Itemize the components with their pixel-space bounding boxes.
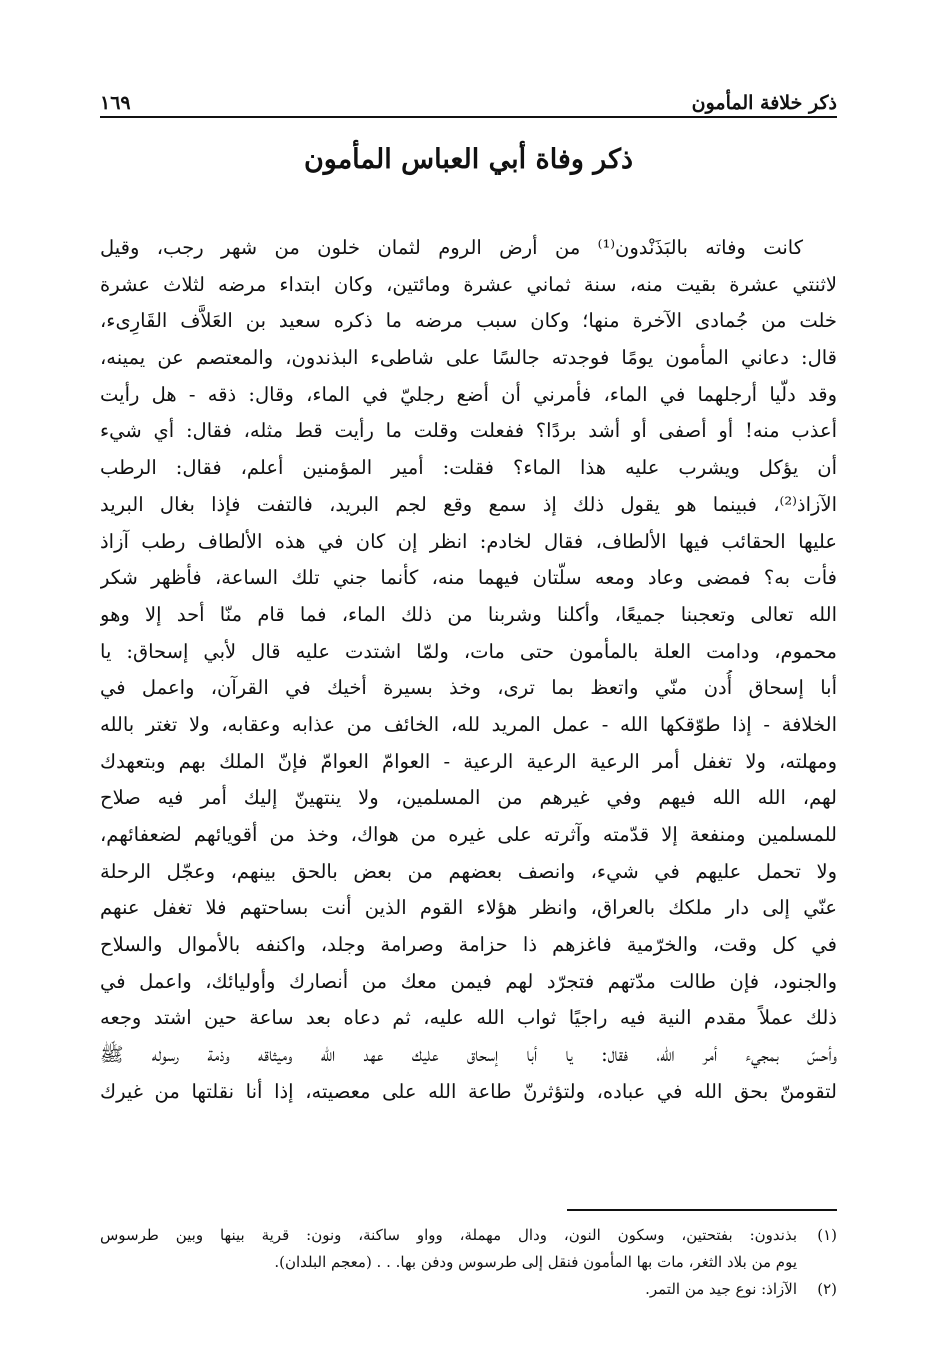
body-line: والجنود، فإن طالت مدّتهم فتجرّد لهم فيمن معك من أنصارك وأوليائك، واعمل في xyxy=(100,969,837,993)
body-line: أن يؤكل ويشرب عليه هذا الماء؟ فقلت: أمير المؤمنين أعلم، فقال: الرطب xyxy=(100,456,837,480)
body-line: الآزاذ⁽²⁾، فبينما هو يقول ذلك إذ سمع وقع لجم البريد، فالتفت فإذا بغال البريد xyxy=(100,492,837,516)
running-title: ذكر خلافة المأمون xyxy=(691,92,837,114)
body-line: أعذب منه! أو أصفى أو أشد بردًا؟ ففعلت وقلت ما رأيت قط مثله، فقال: أي شيء xyxy=(100,419,837,443)
footnote-rule xyxy=(567,1209,837,1211)
body-line: لاثنتي عشرة بقيت منه، سنة ثماني عشرة ومائتين، وكان ابتداء مرضه لثلاث عشرة xyxy=(100,272,837,296)
body-line: فأت به؟ فمضى وعاد ومعه سلّتان فيهما منه، كأنما جني تلك الساعة، فأظهر شكر xyxy=(100,566,837,590)
footnote-2 xyxy=(100,1276,837,1303)
body-line: ومهلته، ولا تغفل أمر الرعية الرعية الرعية - العوامّ العوامّ فإنّ الملك بهم وبتعهدك xyxy=(100,749,837,773)
body-line: خلت من جُمادى الآخرة منها؛ وكان سبب مرضه ما ذكره سعيد بن العَلاَّف القَارِىء، xyxy=(100,309,837,333)
body-line: ولا تحمل عليهم في شيء، وانصف بعضهم من بعض بالحق بينهم، وعجّل الرحلة xyxy=(100,859,837,883)
body-line: في كل وقت، والخرّمية فاغزهم ذا حزامة وصرامة وجلد، واكنفه بالأموال والسلاح xyxy=(100,933,837,957)
header-rule xyxy=(100,116,837,118)
body-line: عنّي إلى دار ملكك بالعراق، وانظر هؤلاء القوم الذين أنت بساحتهم فلا تغفل عنهم xyxy=(100,896,837,920)
body-line: قال: دعاني المأمون يومًا فوجدته جالسًا على شاطىء البذندون، والمعتصم عن يمينه، xyxy=(100,346,837,370)
chapter-title: ذكر وفاة أبي العباس المأمون xyxy=(303,144,634,175)
footnote-1-continuation: يوم من بلاد الثغر، مات بها المأمون فنقل إلى طرسوس ودفن بها. . . (معجم البلدان). xyxy=(274,1253,797,1271)
body-text xyxy=(100,230,837,1111)
running-header xyxy=(100,78,837,114)
body-line: كانت وفاته بالبَذَنْدون⁽¹⁾ من أرض الروم لثمان خلون من شهر رجب، وقيل xyxy=(100,236,803,259)
body-line: عليها الحقائب فيها الألطاف، فقال لخادم: انظر إن كان في هذه الألطاف رطب آزاذ xyxy=(100,529,837,553)
body-line: الله تعالى وتعجبنا جميعًا، وأكلنا وشربنا من ذلك الماء، فما قام منّا أحد إلا وهو xyxy=(100,602,837,626)
body-line: لهم، الله الله فيهم وفي غيرهم من المسلمين، ولا ينتهينّ إليك أمر فيه صلاح xyxy=(100,786,837,810)
footnote-1 xyxy=(100,1222,837,1249)
body-line: أبا إسحاق أُدن منّي واتعظ بما ترى، وخذ بسيرة أخيك في القرآن، واعمل في xyxy=(100,676,837,700)
body-line: لتقومنّ بحق الله في عباده، ولتؤثرنّ طاعة الله على معصيته، إذا أنا نقلتها من غيرك xyxy=(100,1079,837,1103)
footnote-text: بذندون: بفتحتين، وسكون النون، ودال مهملة، وواو ساكنة، ونون: قرية بينها وبين طرسوس xyxy=(100,1226,797,1244)
body-line: محموم، ودامت العلة بالمأمون حتى مات، ولمّا اشتدت عليه قال لأبي إسحاق: يا xyxy=(100,639,837,663)
footnote-number: (٢) xyxy=(817,1280,837,1298)
page-number: ١٦٩ xyxy=(100,92,131,114)
footnote-number: (١) xyxy=(817,1226,837,1244)
footnote-text: الآزاذ: نوع جيد من التمر. xyxy=(645,1280,797,1298)
body-line: وقد دلّيا أرجلهما في الماء، فأمرني أن أضع رجليّ في الماء، وقال: ذقه - هل رأيت xyxy=(100,382,837,406)
body-line: ذلك عملاً مقدم النية فيه راجيًا ثواب الله عليه، ثم دعاه بعد ساعة حين اشتد وجعه xyxy=(100,1006,837,1030)
body-line: وأحسّ بمجيء أمر الله، فقال: يا أبا إسحاق عليك عهد الله وميثاقه وذمة رسوله ﷺ xyxy=(100,1043,837,1067)
body-line: للمسلمين ومنفعة إلا قدّمته وآثرته على غيره من هواك، وخذ من أقويائهم لضعفائهم، xyxy=(100,823,837,846)
body-line: الخلافة - إذا طوّقكها الله - عمل المريد لله، الخائف من عذابه وعقابه، ولا تغتر بالله xyxy=(100,712,837,736)
footnotes xyxy=(100,1222,837,1303)
